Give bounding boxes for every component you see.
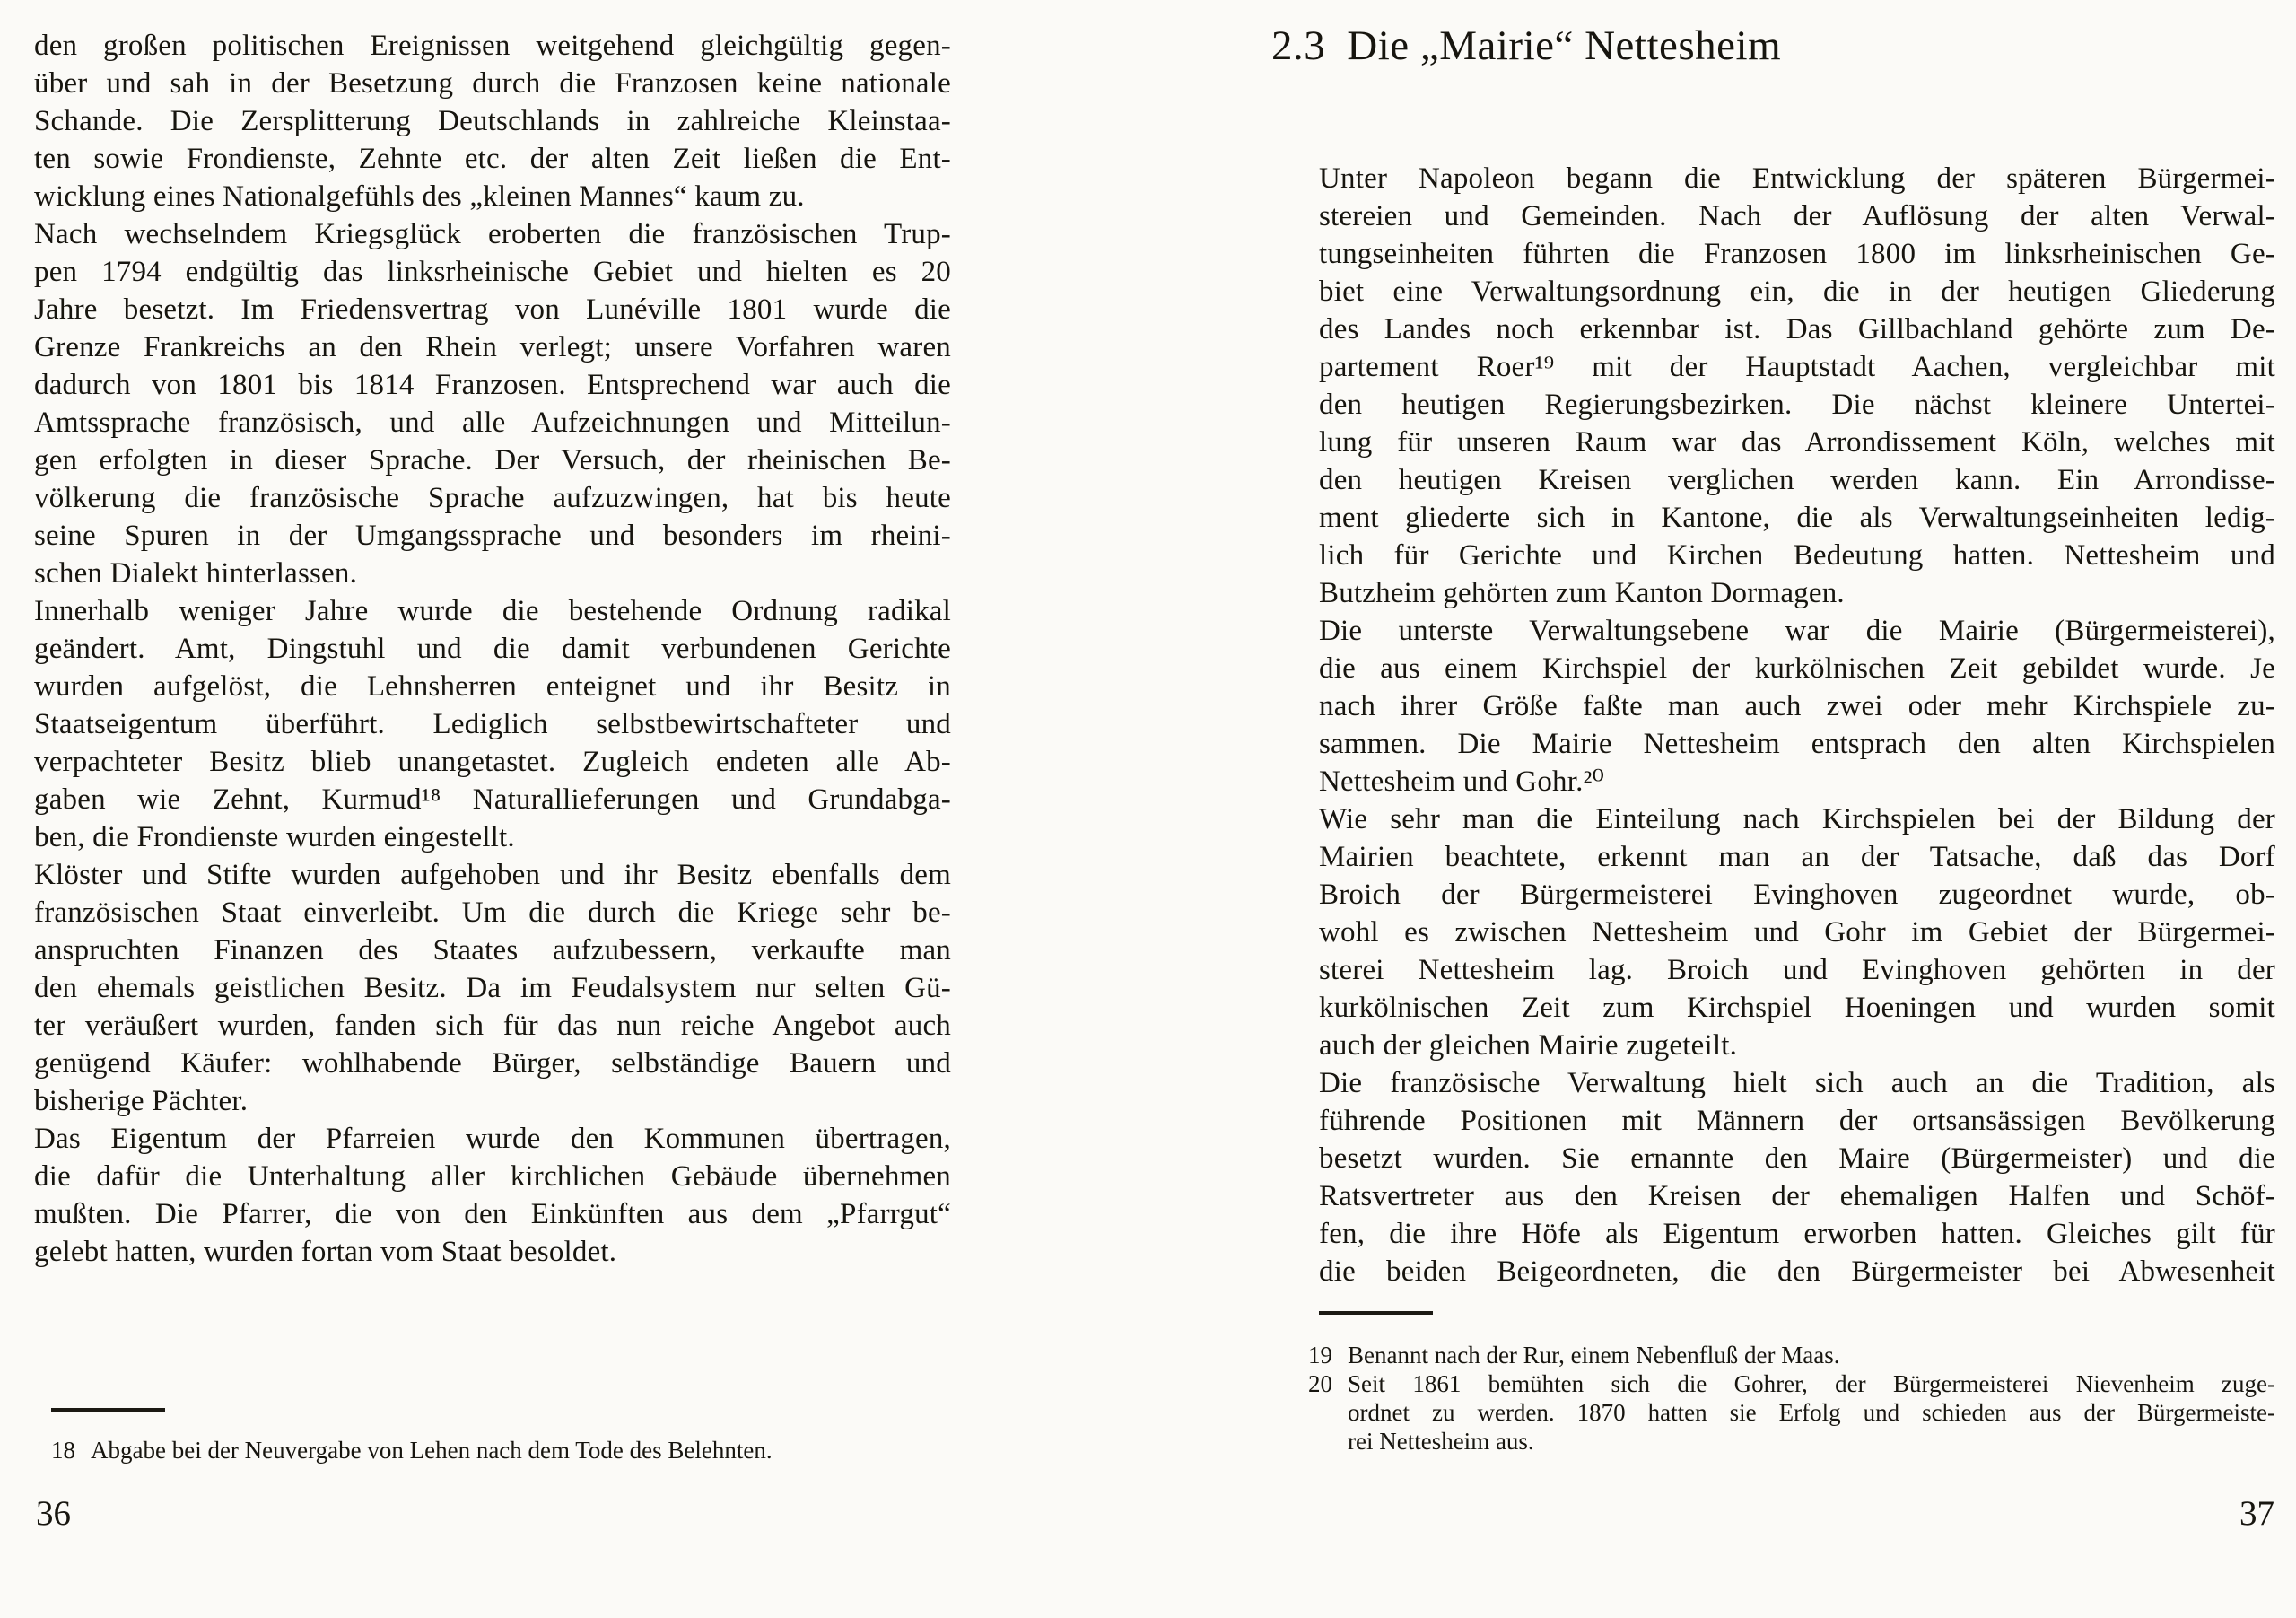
left-body-text bbox=[34, 27, 951, 1271]
text-line: führende Positionen mit Männern der ortsansässigen Bevölkerung bbox=[1319, 1105, 2275, 1137]
text-line: gaben wie Zehnt, Kurmud¹⁸ Naturallieferungen und Grundabga- bbox=[34, 783, 951, 816]
text-line: Innerhalb weniger Jahre wurde die bestehende Ordnung radikal bbox=[34, 595, 951, 627]
footnote-rule-right bbox=[1319, 1311, 1433, 1315]
text-line: Amtssprache französisch, und alle Aufzeichnungen und Mitteilun- bbox=[34, 407, 951, 439]
left-footnotes bbox=[51, 1436, 953, 1465]
text-line: fen, die ihre Höfe als Eigentum erworben hatten. Gleiches gilt für bbox=[1319, 1218, 2275, 1250]
text-line: Jahre besetzt. Im Friedensvertrag von Lunéville 1801 wurde die bbox=[34, 293, 951, 326]
text-line: ter veräußert wurden, fanden sich für das nun reiche Angebot auch bbox=[34, 1010, 951, 1042]
footnote-number bbox=[1308, 1427, 1348, 1456]
footnote-row bbox=[1308, 1398, 2275, 1427]
text-line: Nettesheim und Gohr.²⁰ bbox=[1319, 765, 1605, 798]
text-line: schen Dialekt hinterlassen. bbox=[34, 557, 358, 590]
footnote-number: 18 bbox=[51, 1437, 75, 1464]
footnote-number bbox=[1308, 1398, 1348, 1427]
text-line: pen 1794 endgültig das linksrheinische Gebiet und hielten es 20 bbox=[34, 256, 951, 288]
text-line: dadurch von 1801 bis 1814 Franzosen. Entsprechend war auch die bbox=[34, 369, 951, 401]
text-line: Wie sehr man die Einteilung nach Kirchspielen bei der Bildung der bbox=[1319, 803, 2275, 835]
text-line: Unter Napoleon begann die Entwicklung der späteren Bürgermei- bbox=[1319, 162, 2275, 195]
text-line: stereien und Gemeinden. Nach der Auflösung der alten Verwal- bbox=[1319, 200, 2275, 232]
text-line: gen erfolgten in dieser Sprache. Der Versuch, der rheinischen Be- bbox=[34, 444, 951, 477]
text-line: Grenze Frankreichs an den Rhein verlegt; unsere Vorfahren waren bbox=[34, 331, 951, 363]
text-line: bisherige Pächter. bbox=[34, 1085, 249, 1117]
text-line: die aus einem Kirchspiel der kurkölnischen Zeit gebildet wurde. Je bbox=[1319, 652, 2275, 685]
right-body-text bbox=[1319, 160, 2275, 1290]
text-line: ben, die Frondienste wurden eingestellt. bbox=[34, 821, 515, 853]
text-line: gelebt hatten, wurden fortan vom Staat besoldet. bbox=[34, 1236, 617, 1268]
text-line: Mairien beachtete, erkennt man an der Tatsache, daß das Dorf bbox=[1319, 841, 2275, 873]
text-line: ment gliederte sich in Kantone, die als Verwaltungseinheiten ledig- bbox=[1319, 502, 2275, 534]
text-line: den heutigen Regierungsbezirken. Die nächst kleinere Untertei- bbox=[1319, 389, 2275, 421]
text-line: die dafür die Unterhaltung aller kirchlichen Gebäude übernehmen bbox=[34, 1160, 951, 1193]
heading-title: Die „Mairie“ Nettesheim bbox=[1347, 22, 1782, 69]
text-line: wicklung eines Nationalgefühls des „kleinen Mannes“ kaum zu. bbox=[34, 180, 805, 213]
text-line: seine Spuren in der Umgangssprache und besonders im rheini- bbox=[34, 520, 951, 552]
text-line: sterei Nettesheim lag. Broich und Evinghoven gehörten in der bbox=[1319, 954, 2275, 986]
section-heading bbox=[1271, 22, 1781, 70]
text-line: Broich der Bürgermeisterei Evinghoven zugeordnet wurde, ob- bbox=[1319, 879, 2275, 911]
text-line: partement Roer¹⁹ mit der Hauptstadt Aachen, vergleichbar mit bbox=[1319, 351, 2275, 383]
text-line: den ehemals geistlichen Besitz. Da im Feudalsystem nur selten Gü- bbox=[34, 972, 951, 1004]
footnote-row bbox=[1308, 1341, 2275, 1369]
page-number-right: 37 bbox=[2239, 1494, 2274, 1533]
text-line: Die französische Verwaltung hielt sich auch an die Tradition, als bbox=[1319, 1067, 2275, 1099]
footnote-rule-left bbox=[51, 1408, 165, 1412]
text-line: auch der gleichen Mairie zugeteilt. bbox=[1319, 1029, 1738, 1062]
text-line: Schande. Die Zersplitterung Deutschlands in zahlreiche Kleinstaa- bbox=[34, 105, 951, 137]
text-line: Klöster und Stifte wurden aufgehoben und ihr Besitz ebenfalls dem bbox=[34, 859, 951, 891]
page-number-left: 36 bbox=[36, 1494, 71, 1533]
text-line: genügend Käufer: wohlhabende Bürger, selbständige Bauern und bbox=[34, 1047, 951, 1080]
text-line: über und sah in der Besetzung durch die Franzosen keine nationale bbox=[34, 67, 951, 100]
text-line: lich für Gerichte und Kirchen Bedeutung hatten. Nettesheim und bbox=[1319, 539, 2275, 572]
text-line: Ratsvertreter aus den Kreisen der ehemaligen Halfen und Schöf- bbox=[1319, 1180, 2275, 1212]
text-line: Das Eigentum der Pfarreien wurde den Kommunen übertragen, bbox=[34, 1123, 951, 1155]
text-line: lung für unseren Raum war das Arrondissement Köln, welches mit bbox=[1319, 426, 2275, 459]
text-line: die beiden Beigeordneten, die den Bürgermeister bei Abwesenheit bbox=[1319, 1255, 2275, 1288]
footnote-row bbox=[51, 1436, 953, 1465]
text-line: geändert. Amt, Dingstuhl und die damit verbundenen Gerichte bbox=[34, 633, 951, 665]
footnote-row bbox=[1308, 1369, 2275, 1398]
text-line: Die unterste Verwaltungsebene war die Mairie (Bürgermeisterei), bbox=[1319, 615, 2275, 647]
text-line: ten sowie Frondienste, Zehnte etc. der alten Zeit ließen die Ent- bbox=[34, 143, 951, 175]
text-line: kurkölnischen Zeit zum Kirchspiel Hoeningen und wurden somit bbox=[1319, 992, 2275, 1024]
text-line: anspruchten Finanzen des Staates aufzubessern, verkaufte man bbox=[34, 934, 951, 966]
text-line: des Landes noch erkennbar ist. Das Gillbachland gehörte zum De- bbox=[1319, 313, 2275, 345]
right-footnotes bbox=[1308, 1341, 2275, 1456]
text-line: französischen Staat einverleibt. Um die durch die Kriege sehr be- bbox=[34, 896, 951, 929]
text-line: Staatseigentum überführt. Lediglich selbstbewirtschafteter und bbox=[34, 708, 951, 740]
footnote-text: Abgabe bei der Neuvergabe von Lehen nach dem Tode des Belehnten. bbox=[91, 1437, 773, 1464]
text-line: Butzheim gehörten zum Kanton Dormagen. bbox=[1319, 577, 1845, 609]
text-line: tungseinheiten führten die Franzosen 1800 im linksrheinischen Ge- bbox=[1319, 238, 2275, 270]
text-line: biet eine Verwaltungsordnung ein, die in der heutigen Gliederung bbox=[1319, 275, 2275, 308]
heading-number: 2.3 bbox=[1271, 22, 1326, 69]
footnote-number: 19 bbox=[1308, 1342, 1332, 1369]
footnote-text: ordnet zu werden. 1870 hatten sie Erfolg und schieden aus der Bürgermeiste- bbox=[1348, 1399, 2275, 1426]
text-line: verpachteter Besitz blieb unangetastet. Zugleich endeten alle Ab- bbox=[34, 746, 951, 778]
text-line: wurden aufgelöst, die Lehnsherren enteignet und ihr Besitz in bbox=[34, 670, 951, 703]
footnote-text: rei Nettesheim aus. bbox=[1348, 1428, 1534, 1455]
text-line: wohl es zwischen Nettesheim und Gohr im Gebiet der Bürgermei- bbox=[1319, 916, 2275, 949]
text-line: nach ihrer Größe faßte man auch zwei oder mehr Kirchspiele zu- bbox=[1319, 690, 2275, 722]
text-line: den heutigen Kreisen verglichen werden kann. Ein Arrondisse- bbox=[1319, 464, 2275, 496]
text-line: völkerung die französische Sprache aufzuzwingen, hat bis heute bbox=[34, 482, 951, 514]
text-line: besetzt wurden. Sie ernannte den Maire (Bürgermeister) und die bbox=[1319, 1142, 2275, 1175]
text-line: mußten. Die Pfarrer, die von den Einkünften aus dem „Pfarrgut“ bbox=[34, 1198, 951, 1230]
text-line: den großen politischen Ereignissen weitgehend gleichgültig gegen- bbox=[34, 30, 951, 62]
text-line: sammen. Die Mairie Nettesheim entsprach den alten Kirchspielen bbox=[1319, 728, 2275, 760]
footnote-row bbox=[1308, 1427, 2275, 1456]
footnote-text: Benannt nach der Rur, einem Nebenfluß der Maas. bbox=[1348, 1342, 1840, 1369]
footnote-number: 20 bbox=[1308, 1370, 1332, 1397]
text-line: Nach wechselndem Kriegsglück eroberten die französischen Trup- bbox=[34, 218, 951, 250]
footnote-text: Seit 1861 bemühten sich die Gohrer, der Bürgermeisterei Nievenheim zuge- bbox=[1348, 1370, 2275, 1397]
